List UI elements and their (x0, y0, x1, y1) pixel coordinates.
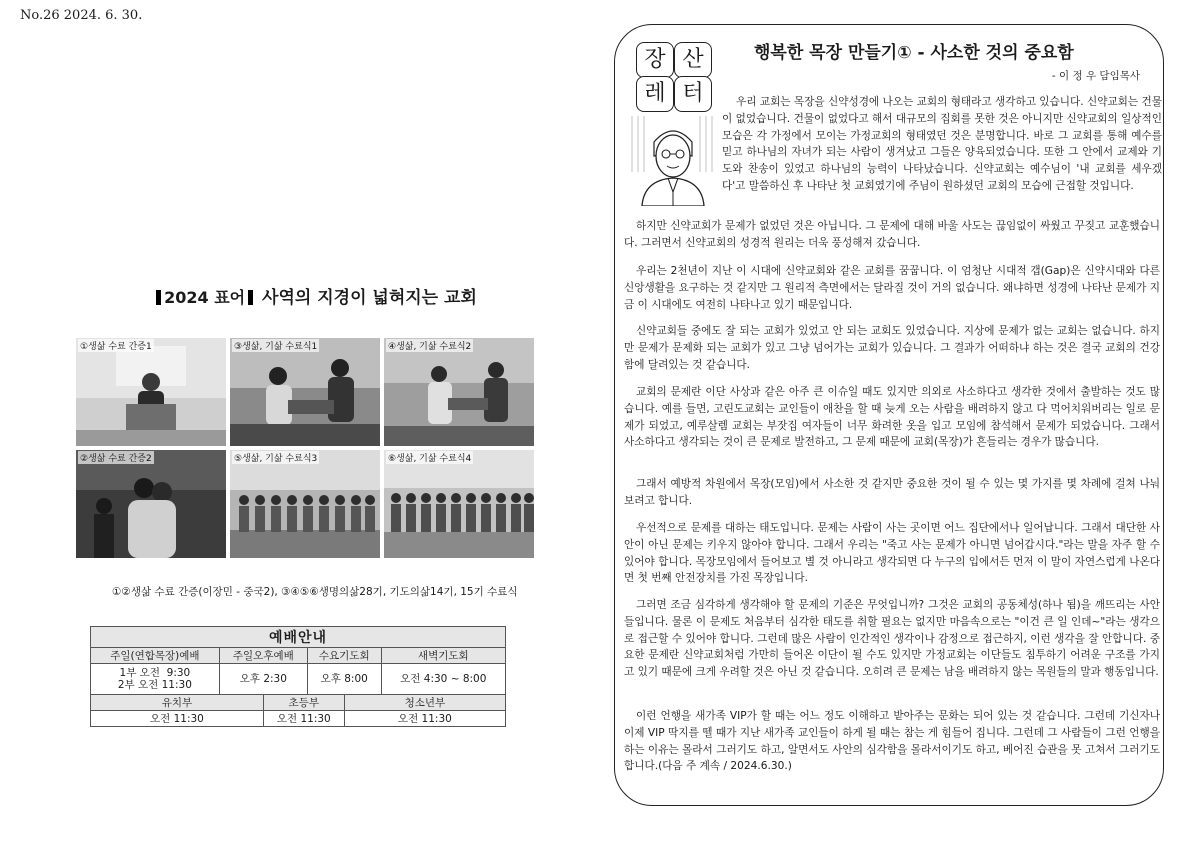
photo-caption-2: ③생삶, 기삶 수료식1 (232, 339, 319, 352)
photo-description: ①②생삶 수료 간증(이장민 - 중국2), ③④⑤⑥생명의삶28기, 기도의삶14기, 15기 수료식 (112, 586, 518, 598)
letter-paragraph: 우리는 2천년이 지난 이 시대에 신약교회와 같은 교회를 꿈꿉니다. 이 엄청난 시대적 갭(Gap)은 신약시대와 다른 신앙생활을 요구하는 것 같지만 그 원리적 측면에서는 달라질 것이 거의 없습니다. 왜냐하면 성경에 나타난 문제가 지금 이 시대에도 여전히 나타나고 있기 때문입니다. (624, 265, 1160, 311)
worship-schedule-table (90, 626, 506, 727)
photo-testimony-1 (76, 338, 226, 446)
letter-paragraph: 우리 교회는 목장을 신약성경에 나오는 교회의 형태라고 생각하고 있습니다. 신약교회는 건물이 없었습니다. 건물이 없었다고 해서 대규모의 집회를 못한 것은 아니지만 신약교회의 일상적인 모습은 각 가정에서 모이는 가정교회의 형태였던 것은 분명합니다. 바로 그 교회를 통해 예수를 믿고 하나님의 자녀가 되는 사람이 생겨났고 그들은 양육되었습니다. 또한 그 안에서 교제와 기도와 찬송이 있었고 하나님의 능력이 나타났습니다. 신약교회는 예수님이 '내 교회를 세우겠다'고 말씀하신 후 나타난 첫 교회였기에 주님이 원하셨던 교회의 모습에 근접할 것입니다. (722, 96, 1162, 192)
issue-number: No.26 2024. 6. 30. (20, 8, 143, 23)
certificate-handover-icon (230, 338, 380, 446)
motto-bar-left (156, 290, 161, 305)
photo-caption-3: ④생삶, 기삶 수료식2 (386, 339, 473, 352)
worship-table-title: 예배안내 (91, 627, 506, 648)
photo-caption-1: ①생삶 수료 간증1 (78, 339, 154, 352)
department-header: 청소년부 (344, 695, 505, 711)
letter-paragraph: 그러면 조금 심각하게 생각해야 할 문제의 기준은 무엇입니까? 그것은 교회의 공동체성(하나 됨)을 깨뜨리는 사안들입니다. 물론 이 문제도 처음부터 심각한 태도를 취할 필요는 없지만 마음속으로는 "이건 큰 일 인데~"라는 생각으로 접근할 수 있어야 합니다. 그런데 많은 사람이 인간적인 생각이나 감정으로 접근하지, 이런 생각을 잘 안합니다. 중요한 문제란 신약교회처럼 가만히 들어온 이단이 될 수도 있지만 가정교회는 이단들도 침투하기 어려운 구조를 가지고 있기 때문에 크게 우려할 것은 아닌 것 같습니다. 오히려 큰 문제는 남을 배려하지 않는 목원들의 말과 행동입니다. (624, 599, 1160, 679)
photo-testimony-2 (76, 450, 226, 558)
worship-time: 오후 8:00 (307, 664, 381, 695)
letter-paragraph: 신약교회들 중에도 잘 되는 교회가 있었고 안 되는 교회도 있었습니다. 지상에 문제가 없는 교회는 없습니다. 하지만 문제가 문제화 되는 교회가 있고 그냥 넘어가는 교회가 있습니다. 그 결과가 어떠하냐 하는 것은 결국 교회의 건강함에 달려있는 것 같습니다. (624, 325, 1160, 371)
worship-header: 주일(연합목장)예배 (91, 648, 220, 664)
letter-paragraph: 그래서 예방적 차원에서 목장(모임)에서 사소한 것 같지만 중요한 것이 될 수 있는 몇 가지를 몇 차례에 걸쳐 나눠보려고 합니다. (624, 478, 1160, 507)
column-badge: 산 (674, 42, 712, 78)
worship-time: 오전 4:30 ~ 8:00 (381, 664, 505, 695)
department-header: 유치부 (91, 695, 264, 711)
worship-header: 새벽기도회 (381, 648, 505, 664)
sunday-service-time: 1부 오전 9:30 2부 오전 11:30 (117, 667, 192, 691)
department-time: 오전 11:30 (344, 711, 505, 727)
photo-ceremony-4 (384, 450, 534, 558)
column-badge: 터 (674, 76, 712, 112)
motto-text: 사역의 지경이 넓혀지는 교회 (262, 288, 477, 308)
letter-author: - 이 정 우 담임목사 (1051, 70, 1140, 82)
church-motto (80, 283, 550, 308)
photo-ceremony-1 (230, 338, 380, 446)
department-header: 초등부 (263, 695, 344, 711)
motto-year: 2024 표어 (164, 288, 246, 307)
department-time: 오전 11:30 (263, 711, 344, 727)
group-photo-icon (230, 450, 380, 558)
letter-paragraph: 교회의 문제란 이단 사상과 같은 아주 큰 이슈일 때도 있지만 의외로 사소하다고 생각한 것에서 출발하는 것도 많습니다. 예를 들면, 고린도교회는 교인들이 애찬을 할 때 늦게 오는 사람을 배려하지 않고 다 먹어치워버리는 일로 문제가 되었고, 예루살렘 교회는 부잣집 여자들이 너무 화려한 옷을 입고 모임에 참석해서 문제가 되었습니다. 그래서 사소하다고 생각되는 것이 큰 문제로 발전하고, 그 문제 때문에 교회(목장)가 흔들리는 경우가 많습니다. (624, 386, 1160, 449)
group-photo-icon (384, 450, 534, 558)
photo-caption-5: ⑤생삶, 기삶 수료식3 (232, 451, 319, 464)
worship-time: 오후 2:30 (219, 664, 307, 695)
embrace-icon (76, 450, 226, 558)
letter-paragraph: 이런 언행을 새가족 VIP가 할 때는 어느 정도 이해하고 받아주는 문화는 되어 있는 것 같습니다. 그런데 기신자나 이제 VIP 딱지를 뗄 때가 지난 새가족 교인들이 하게 될 때는 참는 게 힘들어 집니다. 그런데 그 사람들이 그런 언행을 하는 이유는 몰라서 그러기도 하고, 알면서도 사안의 심각함을 몰라서이기도 하고, 베어진 습관을 못 고쳐서 그러기도 합니다.(다음 주 계속 / 2024.6.30.) (624, 710, 1160, 773)
speaker-at-podium-icon (76, 338, 226, 446)
photo-ceremony-2 (384, 338, 534, 446)
letter-paragraph: 하지만 신약교회가 문제가 없었던 것은 아닙니다. 그 문제에 대해 바울 사도는 끊임없이 싸웠고 꾸짖고 교훈했습니다. 그러면서 신약교회의 성경적 원리는 더욱 풍성해져 갔습니다. (624, 220, 1160, 249)
photo-ceremony-3 (230, 450, 380, 558)
pastor-portrait-icon (628, 112, 718, 206)
worship-header: 주일오후예배 (219, 648, 307, 664)
motto-bar-right (248, 290, 253, 305)
column-badge: 레 (636, 76, 674, 112)
photo-caption-4: ②생삶 수료 간증2 (78, 451, 154, 464)
department-time: 오전 11:30 (91, 711, 264, 727)
column-badge: 장 (636, 42, 674, 78)
photo-grid (76, 338, 534, 562)
worship-header: 수요기도회 (307, 648, 381, 664)
worship-time (91, 664, 220, 695)
letter-title: 행복한 목장 만들기① - 사소한 것의 중요함 (754, 43, 1074, 63)
certificate-handover-icon (384, 338, 534, 446)
photo-caption-6: ⑥생삶, 기삶 수료식4 (386, 451, 473, 464)
letter-paragraph: 우선적으로 문제를 대하는 태도입니다. 문제는 사람이 사는 곳이면 어느 집단에서나 일어납니다. 그래서 대단한 사안이 아닌 문제는 키우지 않아야 합니다. 그래서 우리는 "죽고 사는 문제가 아니면 넘어갑시다."라는 말을 자주 할 수 있어야 합니다. 목장모임에서 들어보고 별 것 아니라고 생각되면 다 누구의 입에서든 먼저 이 말이 자연스럽게 나온다면 첫 번째 안전장치를 가진 목장입니다. (624, 522, 1160, 585)
